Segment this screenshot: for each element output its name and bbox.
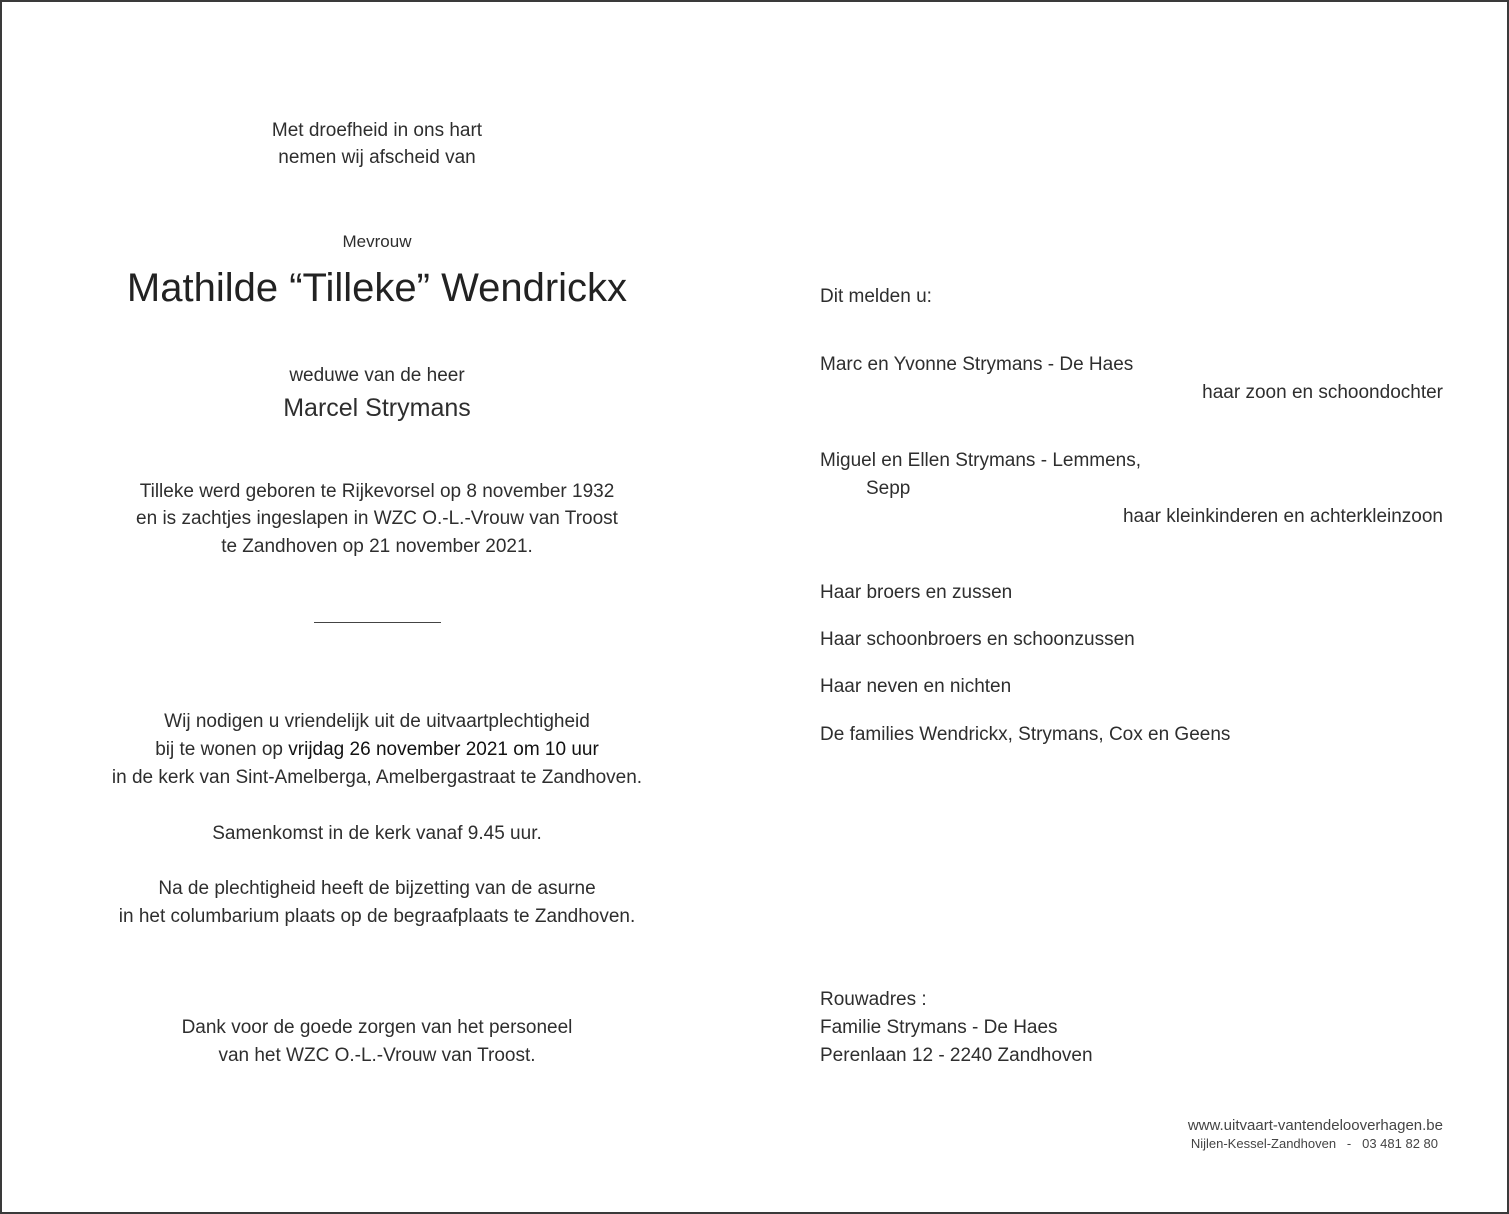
relatives-line: Haar broers en zussen bbox=[820, 582, 1013, 603]
family-names: Miguel en Ellen Strymans - Lemmens, bbox=[820, 450, 1142, 471]
intro-line: Met droefheid in ons hart bbox=[271, 120, 483, 141]
funeral-home-contact: Nijlen-Kessel-Zandhoven - 03 481 82 80 bbox=[1190, 1136, 1438, 1151]
service-date: vrijdag 26 november 2021 om 10 uur bbox=[288, 739, 599, 760]
invite-prefix: bij te wonen op bbox=[155, 739, 289, 760]
widow-of: weduwe van de heer bbox=[289, 365, 465, 386]
family-relation: haar kleinkinderen en achterkleinzoon bbox=[1122, 506, 1443, 527]
divider bbox=[314, 622, 441, 623]
bio-line: Tilleke werd geboren te Rijkevorsel op 8 november 1932 bbox=[139, 481, 615, 502]
deceased-name: Mathilde “Tilleke” Wendrickx bbox=[126, 266, 628, 310]
burial-line: in het columbarium plaats op de begraafplaats te Zandhoven. bbox=[118, 906, 636, 927]
invite-line bbox=[77, 739, 677, 761]
gathering: Samenkomst in de kerk vanaf 9.45 uur. bbox=[212, 823, 542, 844]
bio-line: en is zachtjes ingeslapen in WZC O.-L.-Vrouw van Troost bbox=[136, 508, 618, 529]
relatives-line: Haar schoonbroers en schoonzussen bbox=[820, 629, 1135, 650]
funeral-home-website[interactable]: www.uitvaart-vantendelooverhagen.be bbox=[1187, 1117, 1443, 1134]
announcement-heading: Dit melden u: bbox=[820, 286, 932, 307]
title: Mevrouw bbox=[342, 232, 412, 251]
thanks-line: Dank voor de goede zorgen van het personeel bbox=[181, 1017, 573, 1038]
address-line: Familie Strymans - De Haes bbox=[820, 1017, 1058, 1038]
family-child: Sepp bbox=[866, 478, 911, 499]
intro-line: nemen wij afscheid van bbox=[278, 147, 476, 168]
address-line: Perenlaan 12 - 2240 Zandhoven bbox=[820, 1045, 1093, 1066]
burial-line: Na de plechtigheid heeft de bijzetting van de asurne bbox=[158, 878, 596, 899]
relatives-line: De families Wendrickx, Strymans, Cox en Geens bbox=[820, 724, 1231, 745]
family-relation: haar zoon en schoondochter bbox=[1202, 382, 1443, 403]
address-line: Rouwadres : bbox=[820, 989, 927, 1010]
invite-line: Wij nodigen u vriendelijk uit de uitvaartplechtigheid bbox=[164, 711, 590, 732]
family-names: Marc en Yvonne Strymans - De Haes bbox=[820, 354, 1134, 375]
relatives-line: Haar neven en nichten bbox=[820, 676, 1012, 697]
bio-line: te Zandhoven op 21 november 2021. bbox=[221, 536, 533, 557]
husband-name: Marcel Strymans bbox=[283, 394, 471, 422]
invite-line: in de kerk van Sint-Amelberga, Amelbergastraat te Zandhoven. bbox=[111, 767, 643, 788]
thanks-line: van het WZC O.-L.-Vrouw van Troost. bbox=[218, 1045, 536, 1066]
